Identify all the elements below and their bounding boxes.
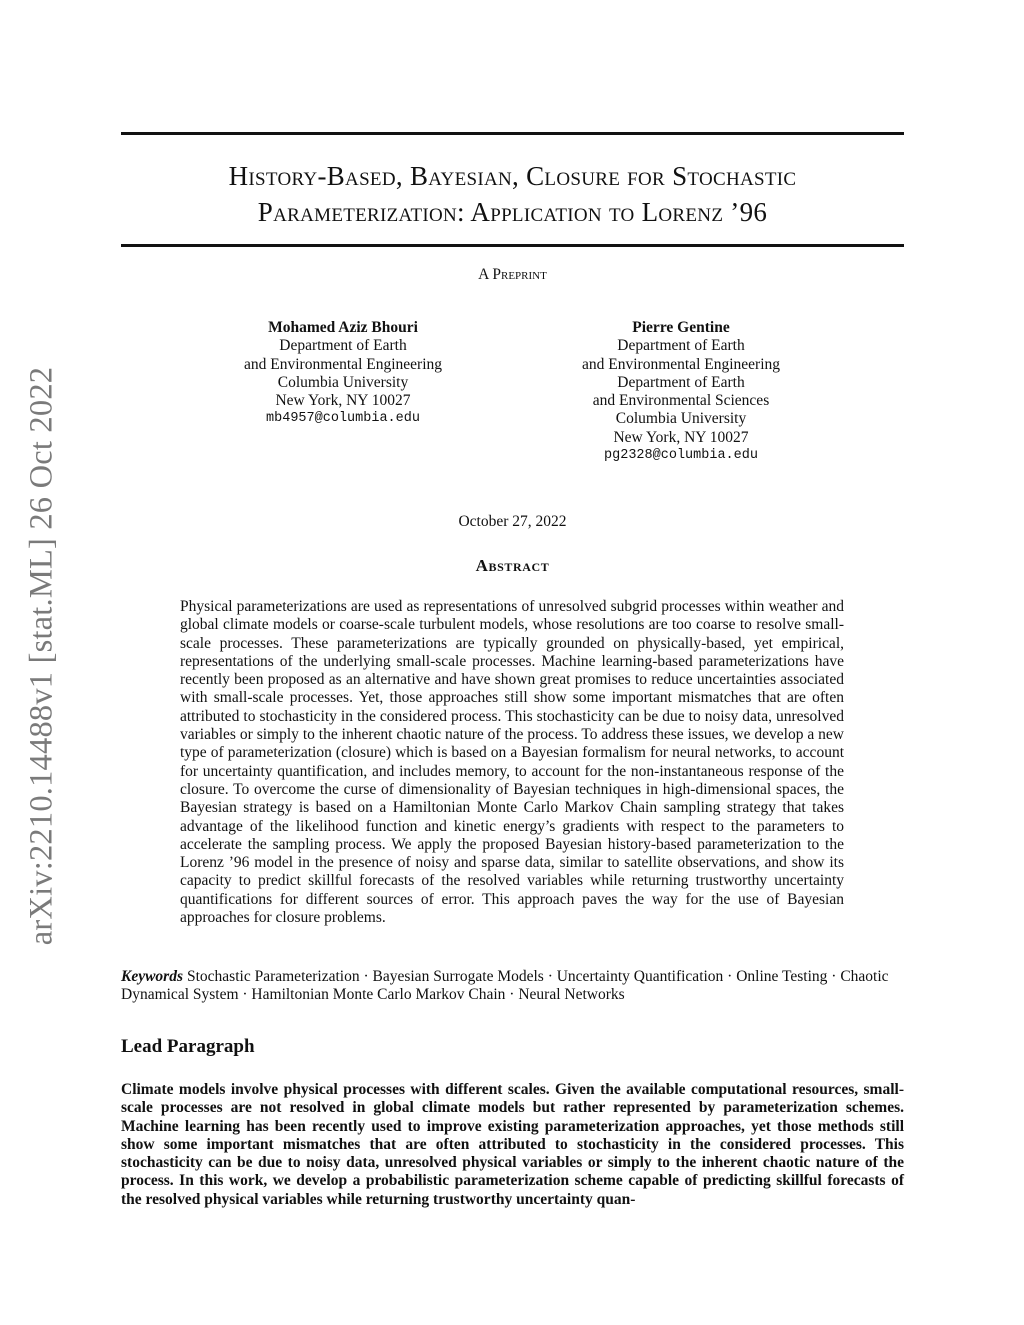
keywords-text: Stochastic Parameterization · Bayesian Surrogate Models · Uncertainty Quantification · Online Testing · Chaotic Dynamical System · Hamiltonian Monte Carlo Markov Chain · Neural Networks [121, 968, 889, 1004]
author-affiliation-line: Department of Earth [617, 373, 745, 391]
paper-title-line-1: History-Based, Bayesian, Closure for Stochastic [228, 161, 797, 191]
paper-title [121, 158, 904, 230]
author-affiliation-line: Department of Earth [617, 337, 745, 355]
author-block-2 [551, 319, 811, 465]
keywords [121, 968, 904, 1005]
author-affiliation-line: Department of Earth [279, 337, 407, 355]
author-email[interactable]: pg2328@columbia.edu [604, 448, 758, 464]
author-affiliation-line: New York, NY 10027 [275, 392, 411, 410]
lead-paragraph-text: Climate models involve physical processes with different scales. Given the available computational resources, small-scale processes are not resolved in global climate models but rather represented by parameterization schemes. Machine learning has been recently used to improve existing parameterization approaches, yet those methods still show some important mismatches that are often attributed to stochasticity in the considered processes. This stochasticity can be due to noisy data, unresolved physical variables or simply to the inherent chaotic nature of the process. In this work, we develop a probabilistic parameterization scheme capable of predicting skillful forecasts of the resolved physical variables while returning trustworthy uncertainty quan- [121, 1081, 904, 1208]
abstract-text: Physical parameterizations are used as representations of unresolved subgrid processes within weather and global climate models or coarse-scale turbulent models, whose resolutions are too coarse to resolve small-scale processes. These parameterizations are typically grounded on physically-based, yet empirical, representations of the underlying small-scale processes. Machine learning-based parameterizations have recently been proposed as an alternative and have shown great promises to reduce uncertainties associated with small-scale processes. Yet, those approaches still show some important mismatches that are often attributed to stochasticity in the considered process. This stochasticity can be due to noisy data, unresolved variables or simply to the inherent chaotic nature of the process. To address these issues, we develop a new type of parameterization (closure) which is based on a Bayesian formalism for neural networks, to account for uncertainty quantification, and includes memory, to account for the non-instantaneous response of the closure. To overcome the curse of dimensionality of Bayesian techniques in high-dimensional spaces, the Bayesian strategy is based on a Hamiltonian Monte Carlo Markov Chain sampling strategy that takes advantage of the likelihood function and kinetic energy’s gradients with respect to the parameters to accelerate the sampling process. We apply the proposed Bayesian history-based parameterization to the Lorenz ’96 model in the presence of noisy and sparse data, similar to satellite observations, and show its capacity to predict skillful forecasts of the resolved variables while returning trustworthy uncertainty quantifications for different sources of error. This approach paves the way for the use of Bayesian approaches for closure problems. [180, 598, 844, 927]
arxiv-side-stamp: arXiv:2210.14488v1 [stat.ML] 26 Oct 2022 [23, 366, 60, 946]
author-affiliation-line: New York, NY 10027 [613, 428, 749, 446]
paper-title-line-2: Parameterization: Application to Lorenz ’96 [257, 197, 768, 227]
preprint-label: A Preprint [478, 266, 547, 283]
author-affiliation-line: and Environmental Engineering [244, 355, 442, 373]
author-affiliation-line: Columbia University [277, 373, 409, 391]
author-name: Pierre Gentine [632, 319, 730, 336]
lead-paragraph-heading: Lead Paragraph [121, 1036, 255, 1057]
author-affiliation-line: and Environmental Engineering [582, 355, 780, 373]
author-affiliation-line: Columbia University [615, 410, 747, 428]
title-bottom-rule [121, 244, 904, 247]
title-top-rule [121, 132, 904, 135]
publication-date: October 27, 2022 [458, 513, 567, 530]
author-name: Mohamed Aziz Bhouri [268, 319, 418, 336]
author-email[interactable]: mb4957@columbia.edu [266, 411, 420, 427]
abstract-heading: Abstract [475, 556, 550, 575]
author-affiliation-line: and Environmental Sciences [592, 392, 770, 410]
keywords-label: Keywords [121, 968, 183, 985]
author-block-1 [213, 319, 473, 429]
